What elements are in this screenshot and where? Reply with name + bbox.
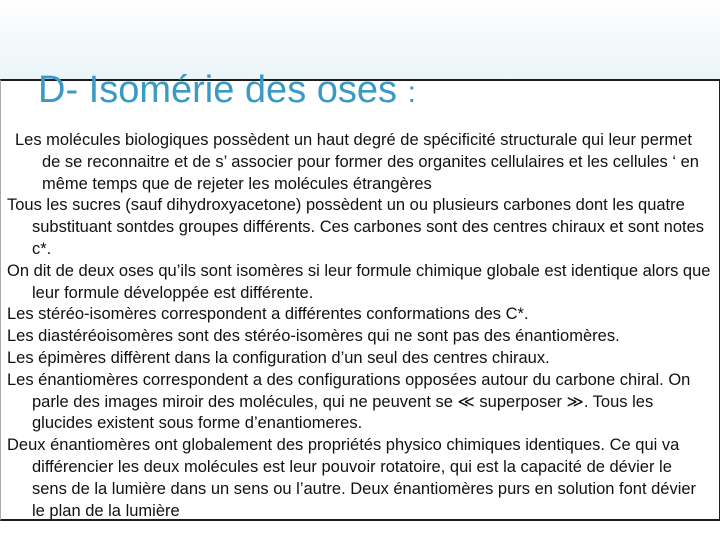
paragraph-isomers-definition: On dit de deux oses qu’ils sont isomères si leur formule chimique globale est identique alors que leur formule développée est différente. [7, 261, 711, 302]
paragraph-optical-rotation: Deux énantiomères ont globalement des propriétés physico chimiques identiques. Ce qui va différencier les deux molécules est leur pouvoir rotatoire, qui est la capacité de dévier le sens de la lumière dans un sens ou l’autre. Deux énantiomères purs en solution font dévier le plan de la lumière [7, 436, 697, 520]
slide-title-colon: : [407, 76, 416, 109]
paragraph-enantiomers: Les énantiomères correspondent a des configurations opposées autour du carbone chiral. On parle des images miroir des molécules, qui ne peuvent se ≪ superposer ≫. Tous les glucides existent sous forme d’enantiomeres. [7, 370, 691, 433]
slide-title-text: D- Isomérie des oses [38, 69, 398, 111]
paragraph-chiral-carbons: Tous les sucres (sauf dihydroxyacetone) possèdent un ou plusieurs carbones dont les quatre substituant sontdes groupes différents. Ces carbones sont des centres chiraux et sont notes c*. [7, 196, 705, 258]
paragraph-stereoisomers: Les stéréo-isomères correspondent a différentes conformations des C*. [7, 305, 529, 324]
slide-body [7, 130, 711, 522]
header-background [0, 0, 720, 80]
paragraph-specificity: Les molécules biologiques possèdent un haut degré de spécificité structurale qui leur permet de se reconnaitre et de s’ associer pour former des organites cellulaires et les cellules ‘ en même temps que de rejeter les molécules étrangères [15, 131, 699, 193]
paragraph-epimers: Les épimères diffèrent dans la configuration d’un seul des centres chiraux. [7, 348, 550, 367]
slide-title [38, 70, 416, 112]
paragraph-diastereoisomers: Les diastéréoisomères sont des stéréo-isomères qui ne sont pas des énantiomères. [7, 327, 620, 346]
